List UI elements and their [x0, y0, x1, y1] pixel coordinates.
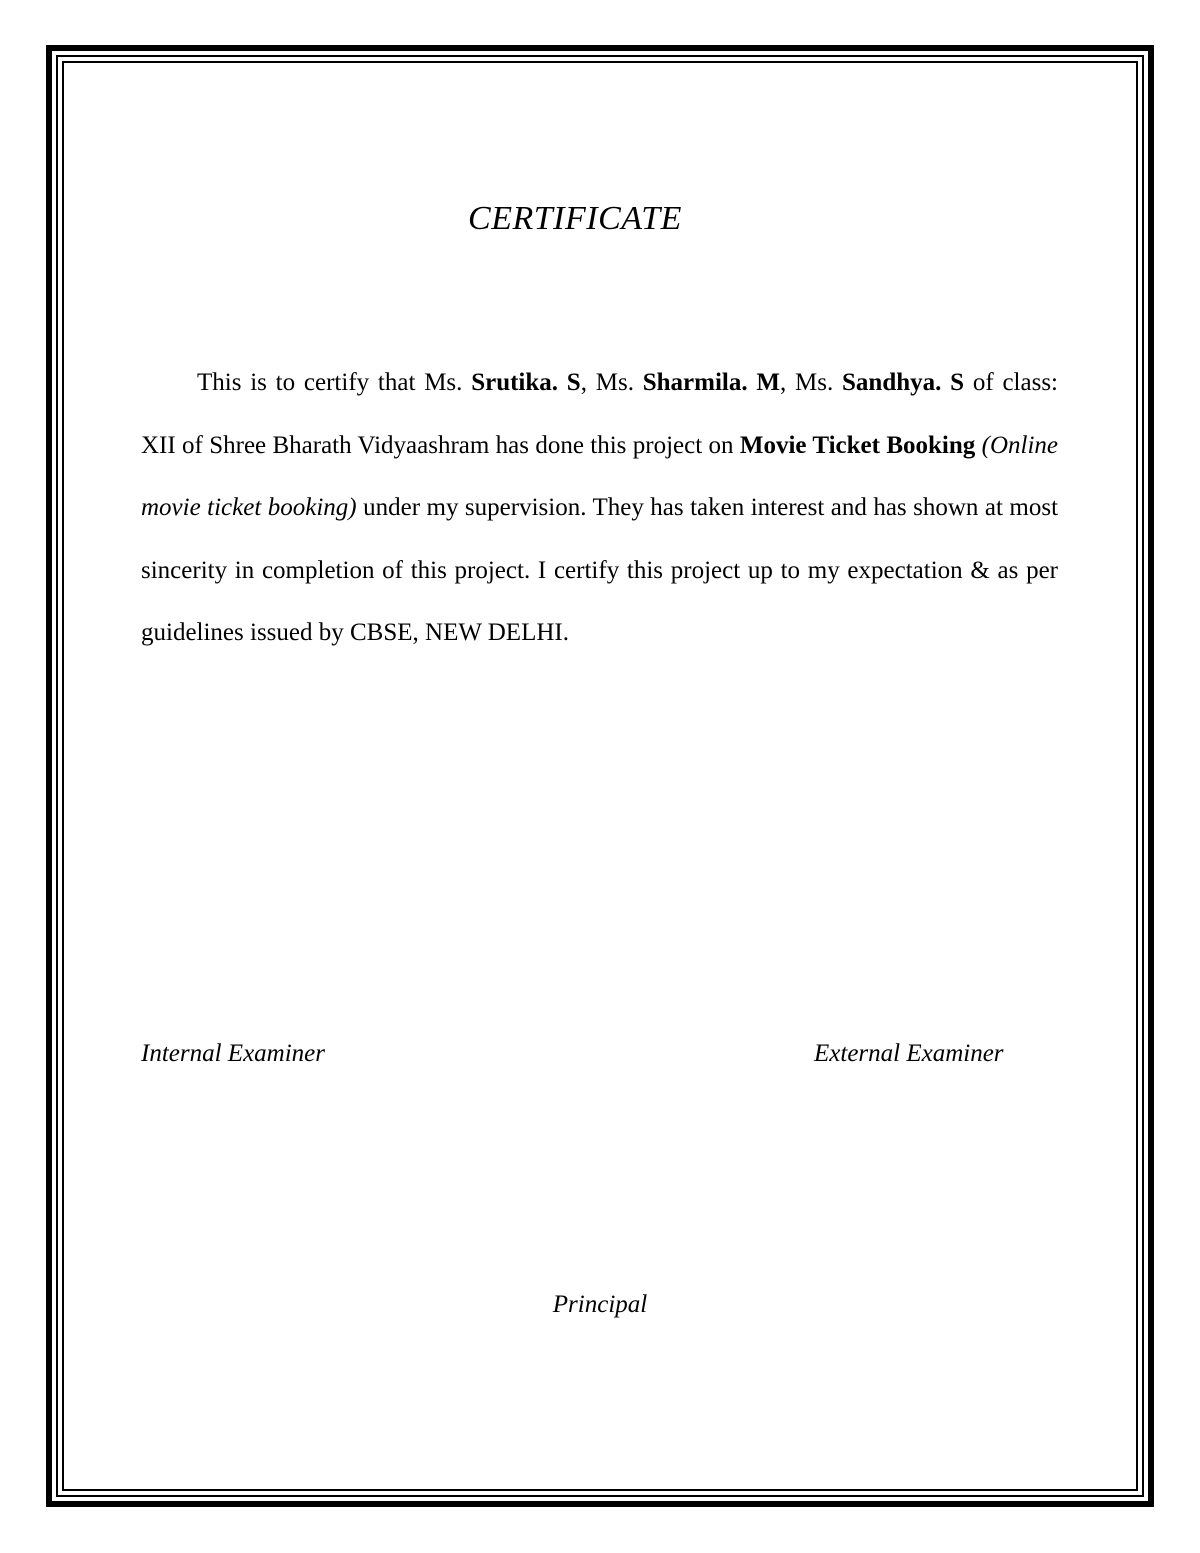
body-text-3: , Ms.	[779, 369, 843, 396]
external-examiner-label: External Examiner	[814, 1040, 1004, 1067]
project-title: Movie Ticket Booking	[739, 431, 976, 459]
student-name-1: Srutika. S	[471, 369, 581, 396]
certificate-title: CERTIFICATE	[468, 200, 682, 237]
body-text-6: under my supervision. They has taken interest and has shown at most sincerity in completion of this project. I certify this project up to my expectation & as per guidelines issued by CBSE, NEW DELHI.	[141, 494, 1059, 646]
internal-examiner-label: Internal Examiner	[141, 1040, 325, 1067]
student-name-2: Sharmila. M	[642, 369, 780, 396]
page-border-inner	[62, 61, 1138, 1491]
project-description: (Online movie ticket booking)	[141, 431, 1058, 521]
body-text-4: of class: XII of Shree Bharath Vidyaashram has done this project on	[141, 369, 1059, 459]
student-name-3: Sandhya. S	[842, 369, 965, 396]
body-text-1: This is to certify that Ms.	[197, 369, 472, 396]
body-text-2: , Ms.	[580, 369, 643, 396]
principal-label: Principal	[552, 1291, 648, 1318]
certificate-body	[141, 352, 1058, 665]
